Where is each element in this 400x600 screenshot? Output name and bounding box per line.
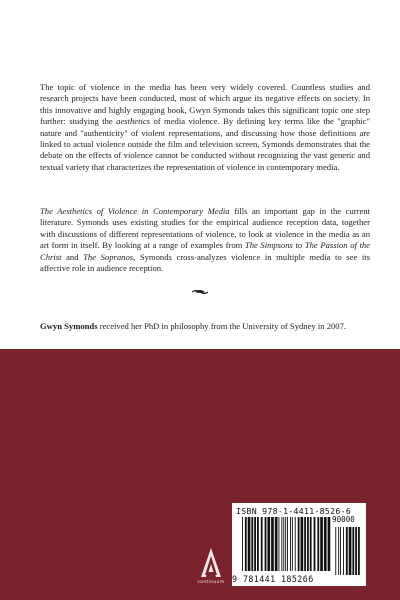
barcode-bar (301, 517, 304, 571)
barcode-bar (287, 517, 288, 571)
barcode-bar (290, 517, 291, 571)
barcode-bar (295, 517, 296, 571)
barcode-addon-digits: 90000 (332, 515, 355, 524)
barcode-bar (349, 527, 352, 575)
blurb-paragraph-2-text: The Aesthetics of Violence in Contemporary Media fills an important gap in the current literature. Symonds uses existing studies for the empirical audience reception data, together with discussions of different representations of violence, to look at violence in the media as an art form in itself. By looking at a range of examples from The Simpsons to The Passion of the Christ and The Sopranos, Symonds cross-analyzes violence in multiple media to see its affective role in audience reception. (40, 206, 371, 274)
barcode-bar (328, 517, 331, 571)
barcode-bar (340, 527, 341, 575)
barcode-bar (245, 517, 247, 571)
barcode (232, 503, 366, 586)
barcode-bar (285, 517, 286, 571)
barcode-bar (265, 517, 267, 571)
ornament-divider-icon (192, 288, 208, 296)
barcode-bar (310, 517, 312, 571)
barcode-bar (304, 517, 306, 571)
barcode-bar (317, 517, 319, 571)
barcode-bar (257, 517, 259, 571)
blurb-paragraph-1 (40, 82, 370, 173)
barcode-digits: 9 781441 185266 (232, 574, 314, 584)
author-bio (40, 321, 370, 332)
barcode-bar (261, 517, 263, 571)
barcode-bar (358, 527, 360, 575)
blurb-paragraph-1-text: The topic of violence in the media has been very widely covered. Countless studies and research projects have been conducted, most of which argue its negative effects on society. In this innovative and highly engaging book, Gwyn Symonds takes this significant topic one step further: studying the aesthetics of media violence. By defining key terms like the "graphic" nature and "authenticity" of violent representations, and discussing how those definitions are linked to actual violence outside the film and television screen, Symonds demonstrates that the debate on the effects of violence cannot be conducted without recognizing the vast generic and textual variety that characterizes the representation of violence in contemporary media. (40, 82, 370, 172)
barcode-bar (279, 517, 280, 571)
barcode-bar (314, 517, 316, 571)
isbn-label: ISBN 978-1-4411-8526-6 (236, 506, 352, 516)
blurb-paragraph-2 (40, 206, 370, 274)
publisher-name: continuum (197, 580, 225, 585)
barcode-bar (242, 517, 243, 571)
author-name: Gwyn Symonds (40, 321, 98, 331)
barcode-bar (355, 527, 357, 575)
barcode-bar (298, 517, 300, 571)
barcode-bar (346, 527, 348, 575)
barcode-bar (248, 517, 251, 571)
barcode-bar (271, 517, 274, 571)
barcode-bar (343, 527, 344, 575)
barcode-bar (275, 517, 278, 571)
barcode-bar (320, 517, 323, 571)
barcode-bar (292, 517, 293, 571)
barcode-bar (324, 517, 327, 571)
barcode-bar (352, 527, 354, 575)
barcode-bar (283, 517, 284, 571)
barcode-bar (251, 517, 253, 571)
barcode-bar (254, 517, 256, 571)
barcode-bar (335, 527, 336, 575)
barcode-bar (267, 517, 270, 571)
continuum-logo-icon (199, 547, 223, 579)
barcode-bars (242, 517, 362, 575)
barcode-bar (307, 517, 309, 571)
barcode-bar (338, 527, 339, 575)
barcode-bar (281, 517, 282, 571)
author-bio-text: received her PhD in philosophy from the University of Sydney in 2007. (99, 321, 347, 331)
